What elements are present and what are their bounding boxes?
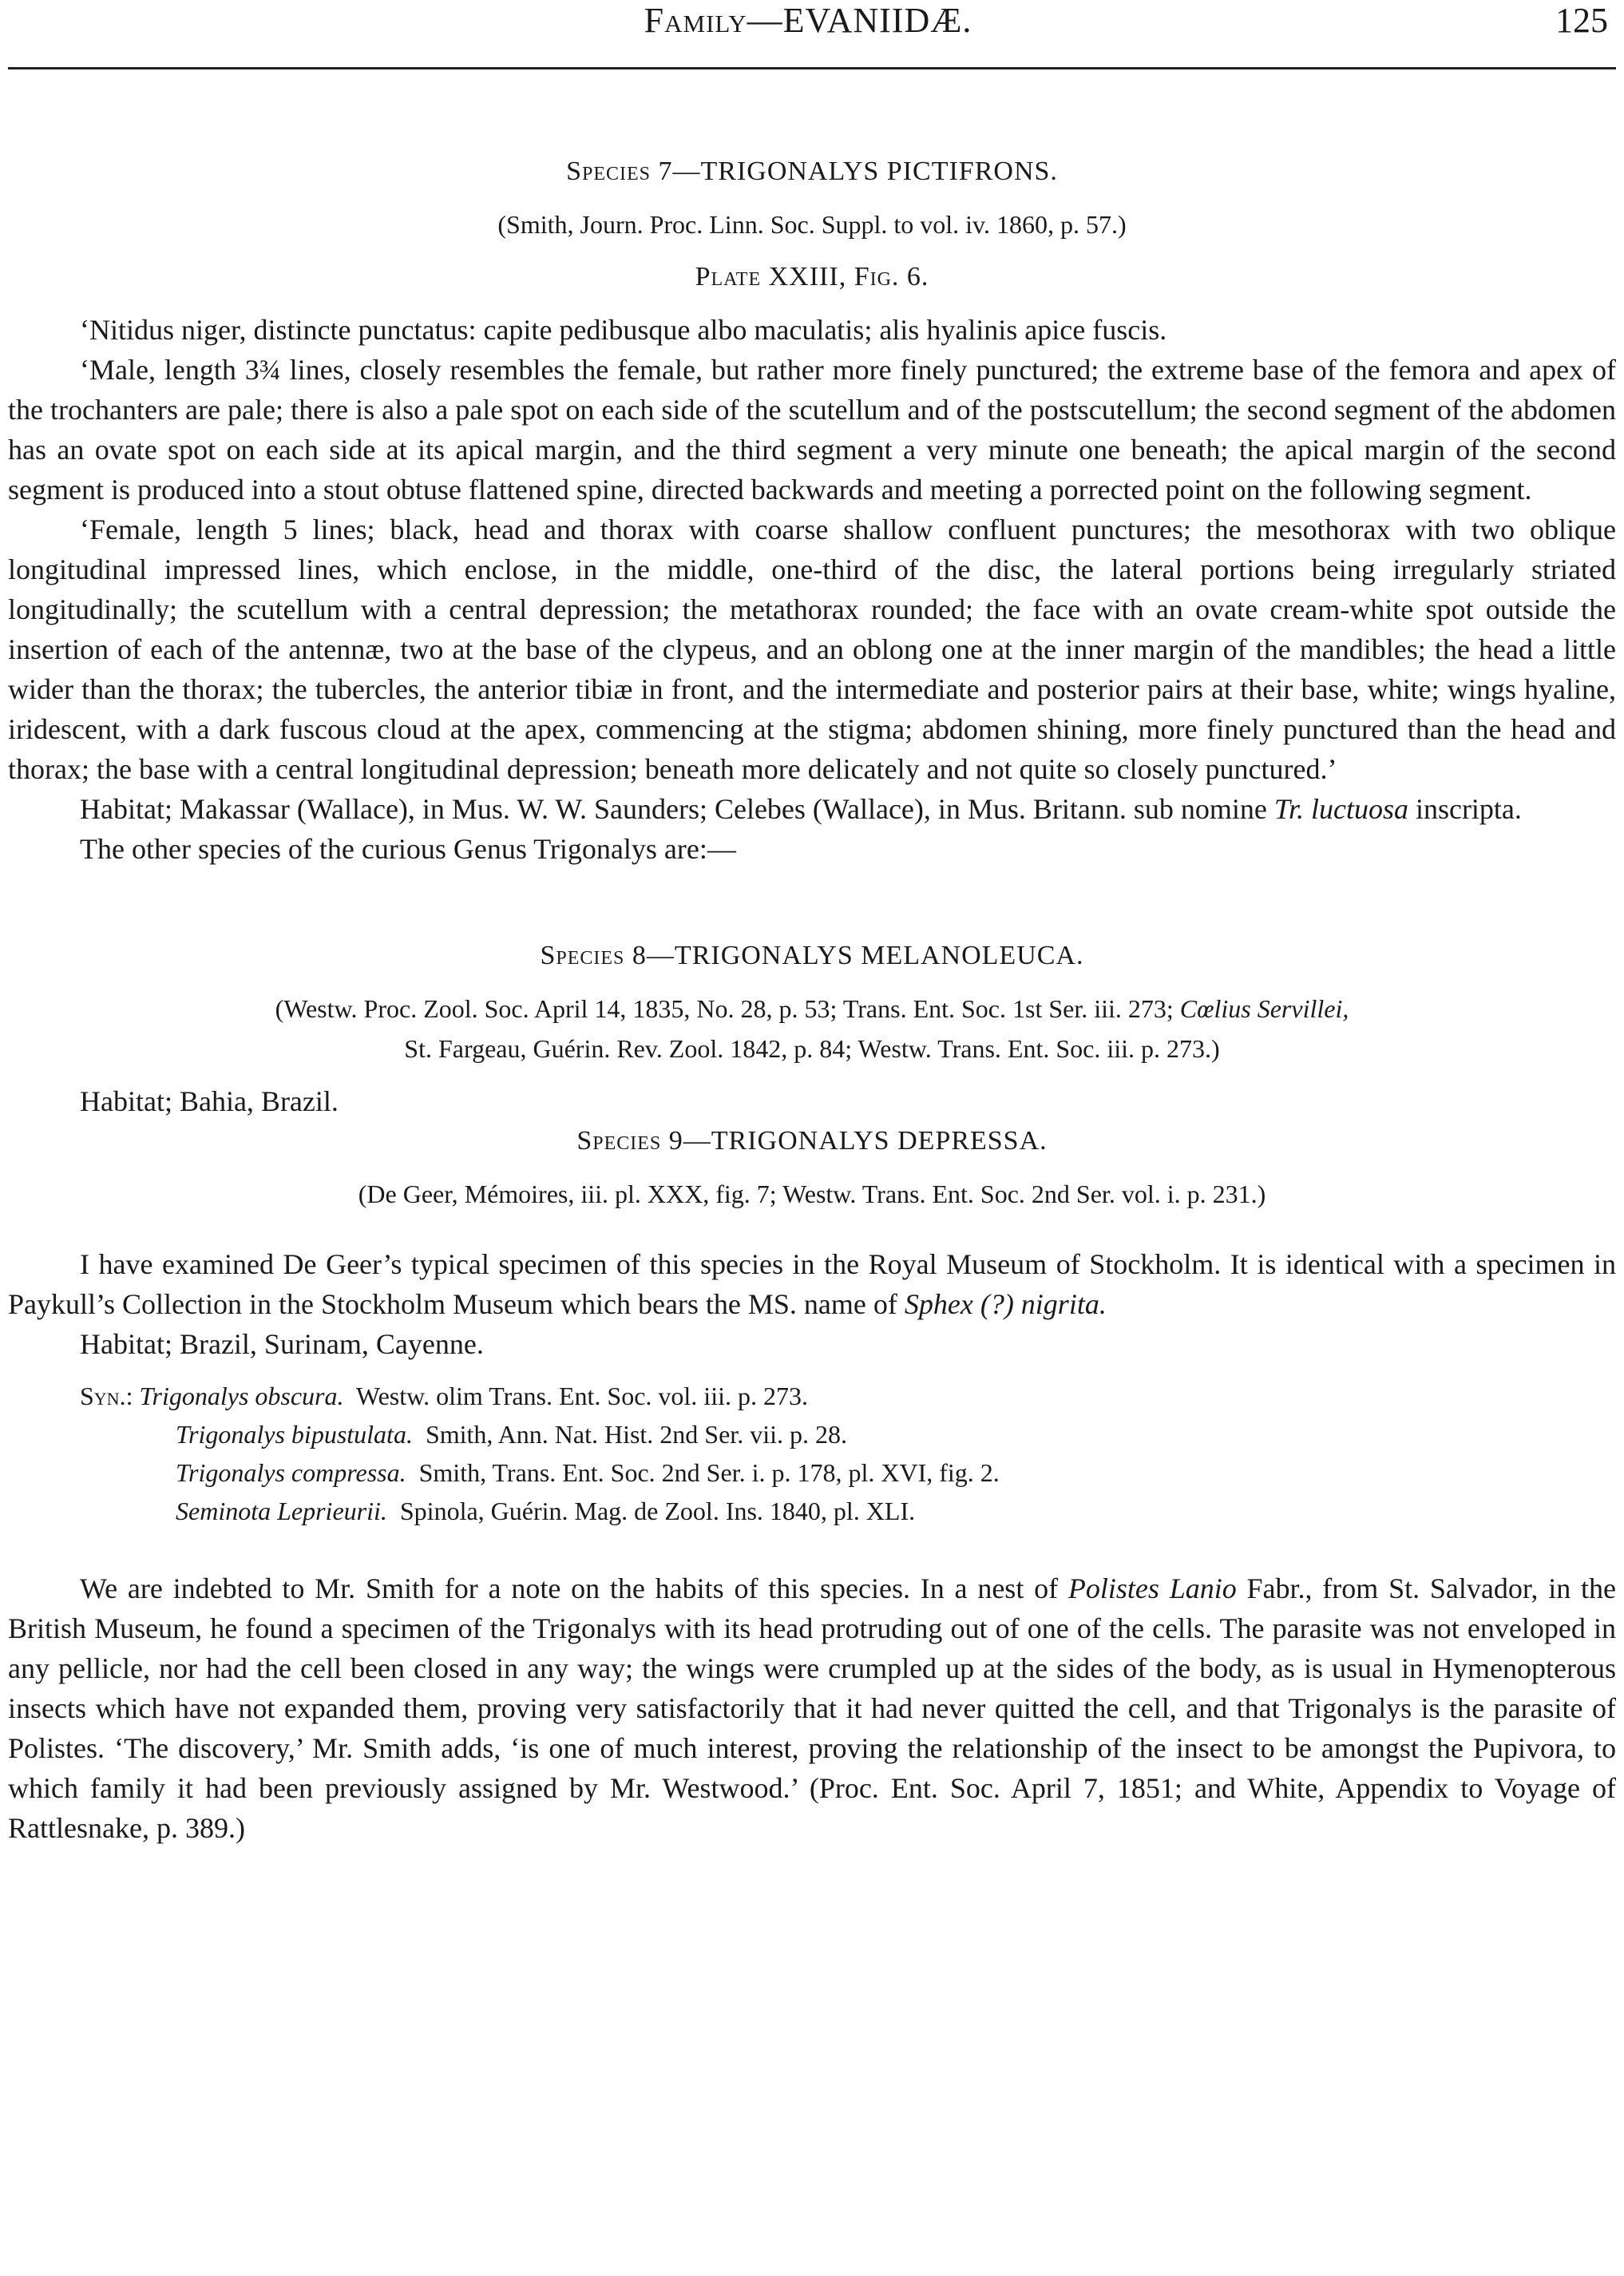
species-7-heading: Species 7—TRIGONALYS PICTIFRONS.	[566, 157, 1058, 186]
species-7-citation: (Smith, Journ. Proc. Linn. Soc. Suppl. to vol. iv. 1860, p. 57.)	[497, 210, 1127, 239]
species-8-habitat: Habitat; Bahia, Brazil.	[80, 1085, 339, 1117]
page-number: 125	[1555, 1, 1608, 40]
other-species-intro: The other species of the curious Genus Trigonalys are:—	[80, 833, 736, 865]
header-rule	[8, 67, 1616, 69]
species-9-citation: (De Geer, Mémoires, iii. pl. XXX, fig. 7; Westw. Trans. Ent. Soc. 2nd Ser. vol. i. p. 231.)	[358, 1180, 1266, 1208]
species-9-heading: Species 9—TRIGONALYS DEPRESSA.	[576, 1126, 1048, 1156]
running-header	[8, 0, 1608, 48]
species-8-heading: Species 8—TRIGONALYS MELANOLEUCA.	[540, 941, 1084, 970]
species-9-examination: I have examined De Geer’s typical specimen of this species in the Royal Museum of Stockholm. It is identical with a specimen in Paykull’s Collection in the Stockholm Museum which bears the MS. name of Sphex (?) nigrita.	[8, 1248, 1616, 1320]
species-7-male-description: ‘Male, length 3¾ lines, closely resembles the female, but rather more finely punctured; the extreme base of the femora and apex of the trochanters are pale; there is also a pale spot on each side of the scutellum and of the postscutellum; the second segment of the abdomen has an ovate spot on each side at its apical margin, and the third segment a very minute one beneath; the apical margin of the second segment is produced into a stout obtuse flattened spine, directed backwards and meeting a porrected point on the following segment.	[8, 354, 1616, 506]
page-body	[8, 152, 1616, 1848]
synonym-row: Syn.: Trigonalys obscura. Westw. olim Trans. Ent. Soc. vol. iii. p. 273.	[80, 1382, 808, 1410]
synonym-row: Trigonalys bipustulata. Smith, Ann. Nat. Hist. 2nd Ser. vii. p. 28.	[176, 1420, 847, 1449]
species-7-female-description: ‘Female, length 5 lines; black, head and thorax with coarse shallow confluent punctures; the mesothorax with two oblique longitudinal impressed lines, which enclose, in the middle, one-third of the disc, the lateral portions being irregularly striated longitudinally; the scutellum with a central depression; the metathorax rounded; the face with an ovate cream-white spot outside the insertion of each of the antennæ, two at the base of the clypeus, and an oblong one at the inner margin of the mandibles; the head a little wider than the thorax; the tubercles, the anterior tibiæ in front, and the intermediate and posterior pairs at their base, white; wings hyaline, iridescent, with a dark fuscous cloud at the apex, commencing at the stigma; abdomen shining, more finely punctured than the head and thorax; the base with a central longitudinal depression; beneath more delicately and not quite so closely punctured.’	[8, 513, 1616, 785]
synonym-row: Trigonalys compressa. Smith, Trans. Ent. Soc. 2nd Ser. i. p. 178, pl. XVI, fig. 2.	[176, 1458, 1000, 1487]
species-7-plate: Plate XXIII, Fig. 6.	[695, 262, 929, 291]
synonymy-list	[80, 1377, 1616, 1530]
running-title: Family—EVANIIDÆ.	[644, 1, 972, 40]
species-9-habitat: Habitat; Brazil, Surinam, Cayenne.	[80, 1328, 484, 1360]
species-7-habitat: Habitat; Makassar (Wallace), in Mus. W. W. Saunders; Celebes (Wallace), in Mus. Britann. sub nomine Tr. luctuosa inscripta.	[80, 793, 1522, 825]
species-8-citation: (Westw. Proc. Zool. Soc. April 14, 1835, No. 28, p. 53; Trans. Ent. Soc. 1st Ser. iii. 273; Cœlius Servillei, St. Fargeau, Guérin. Rev. Zool. 1842, p. 84; Westw. Trans. Ent. Soc. iii. p. 273.)	[275, 994, 1349, 1063]
synonym-row: Seminota Leprieurii. Spinola, Guérin. Mag. de Zool. Ins. 1840, pl. XLI.	[176, 1497, 916, 1525]
species-9-habits-paragraph: We are indebted to Mr. Smith for a note on the habits of this species. In a nest of Polistes Lanio Fabr., from St. Salvador, in the British Museum, he found a specimen of the Trigonalys with its head protruding out of one of the cells. The parasite was not enveloped in any pellicle, nor had the cell been closed in any way; the wings were crumpled up at the sides of the body, as is usual in Hymenopterous insects which have not expanded them, proving very satisfactorily that it had never quitted the cell, and that Trigonalys is the parasite of Polistes. ‘The discovery,’ Mr. Smith adds, ‘is one of much interest, proving the relationship of the insect to be amongst the Pupivora, to which family it had been previously assigned by Mr. Westwood.’ (Proc. Ent. Soc. April 7, 1851; and White, Appendix to Voyage of Rattlesnake, p. 389.)	[8, 1572, 1616, 1844]
species-7-diagnosis: ‘Nitidus niger, distincte punctatus: capite pedibusque albo maculatis; alis hyalinis apice fuscis.	[80, 314, 1167, 346]
